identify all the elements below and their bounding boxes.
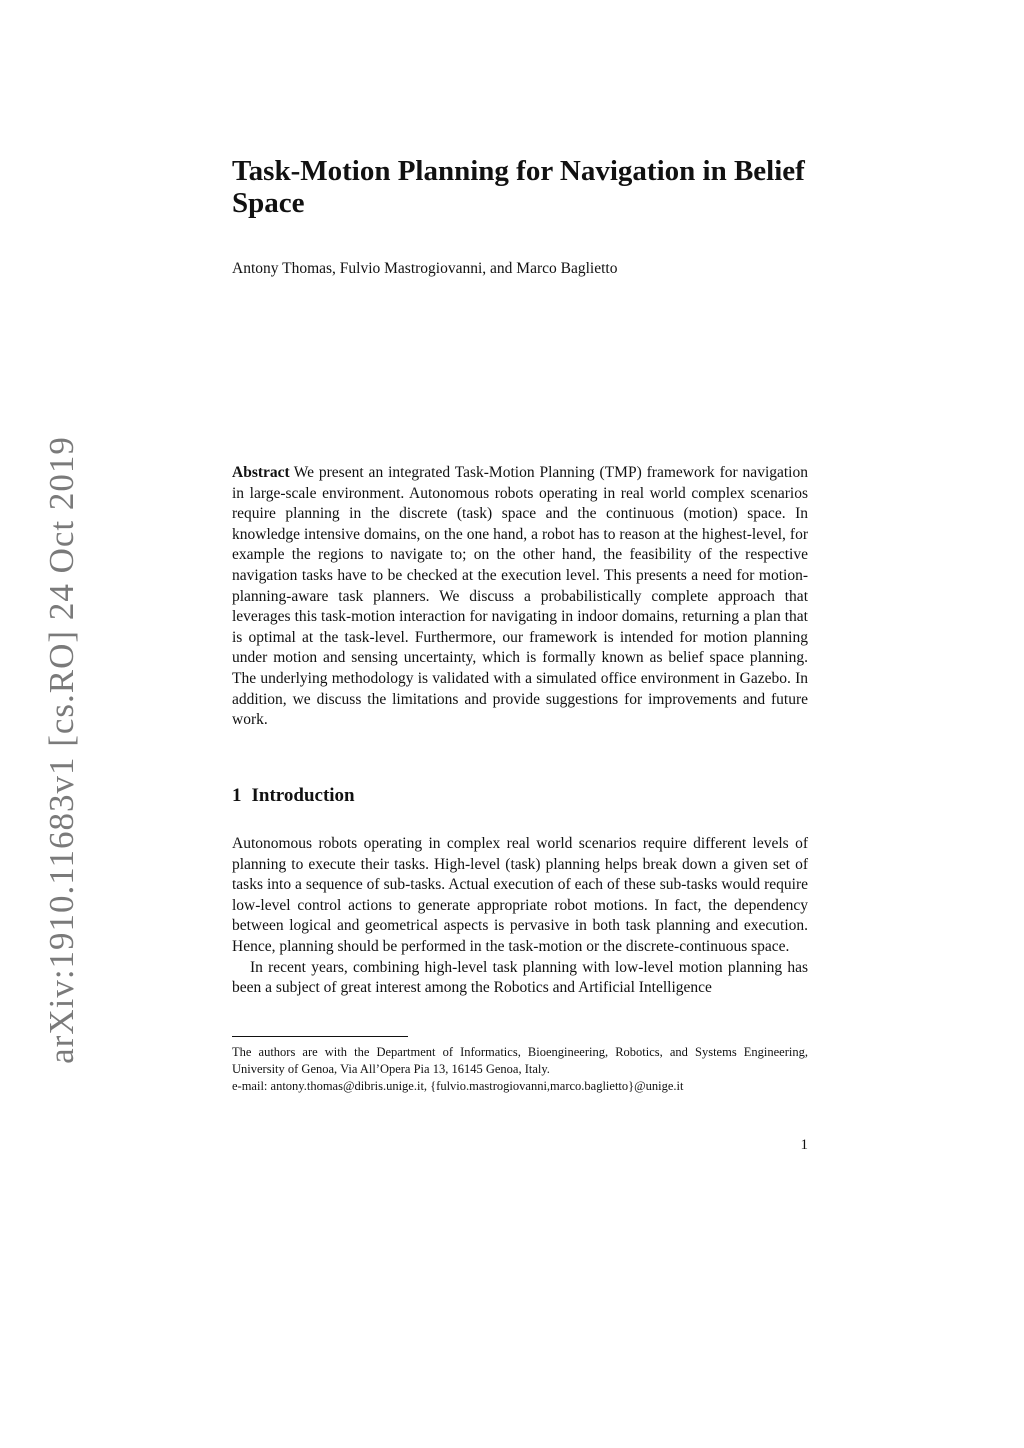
footnote-affiliation: The authors are with the Department of Informatics, Bioengineering, Robotics, and Systems Engineering, University of Genoa, Via All’Opera Pia 13, 16145 Genoa, Italy. [232,1045,808,1076]
abstract-label: Abstract [232,464,290,481]
intro-paragraph-1: Autonomous robots operating in complex real world scenarios require different levels of planning to execute their tasks. High-level (task) planning helps break down a given set of tasks into a sequence of sub-tasks. Actual execution of each of these sub-tasks would require low-level control actions to generate appropriate robot motions. In fact, the dependency between logical and geometrical aspects is pervasive in both task planning and execution. Hence, planning should be performed in the task-motion or the discrete-continuous space. [232,835,808,955]
intro-paragraph-2: In recent years, combining high-level task planning with low-level motion planning has been a subject of great interest among the Robotics and Artificial Intelligence [232,958,808,997]
arxiv-identifier-stamp: arXiv:1910.11683v1 [cs.RO] 24 Oct 2019 [42,436,81,1064]
author-list: Antony Thomas, Fulvio Mastrogiovanni, and Marco Baglietto [232,260,618,277]
introduction-body [232,834,808,999]
paper-title: Task-Motion Planning for Navigation in Belief Space [232,155,805,219]
footnote-divider [232,1036,408,1037]
abstract [232,463,808,731]
footnote [232,1044,808,1095]
section-title: Introduction [251,785,355,806]
abstract-text: We present an integrated Task-Motion Planning (TMP) framework for navigation in large-scale environment. Autonomous robots operating in real world complex scenarios require planning in the discrete (task) space and the continuous (motion) space. In knowledge intensive domains, on the one hand, a robot has to reason at the highest-level, for example the regions to navigate to; on the other hand, the feasibility of the respective navigation tasks have to be checked at the execution level. This presents a need for motion-planning-aware task planners. We discuss a probabilistically complete approach that leverages this task-motion interaction for navigating in indoor domains, returning a plan that is optimal at the task-level. Furthermore, our framework is intended for motion planning under motion and sensing uncertainty, which is formally known as belief space planning. The underlying methodology is validated with a simulated office environment in Gazebo. In addition, we discuss the limitations and provide suggestions for improvements and future work. [232,464,808,729]
section-number: 1 [232,785,242,806]
page-number: 1 [800,1137,808,1153]
footnote-email: e-mail: antony.thomas@dibris.unige.it, {fulvio.mastrogiovanni,marco.baglietto}@unige.it [232,1079,684,1093]
section-heading-introduction [232,784,355,808]
